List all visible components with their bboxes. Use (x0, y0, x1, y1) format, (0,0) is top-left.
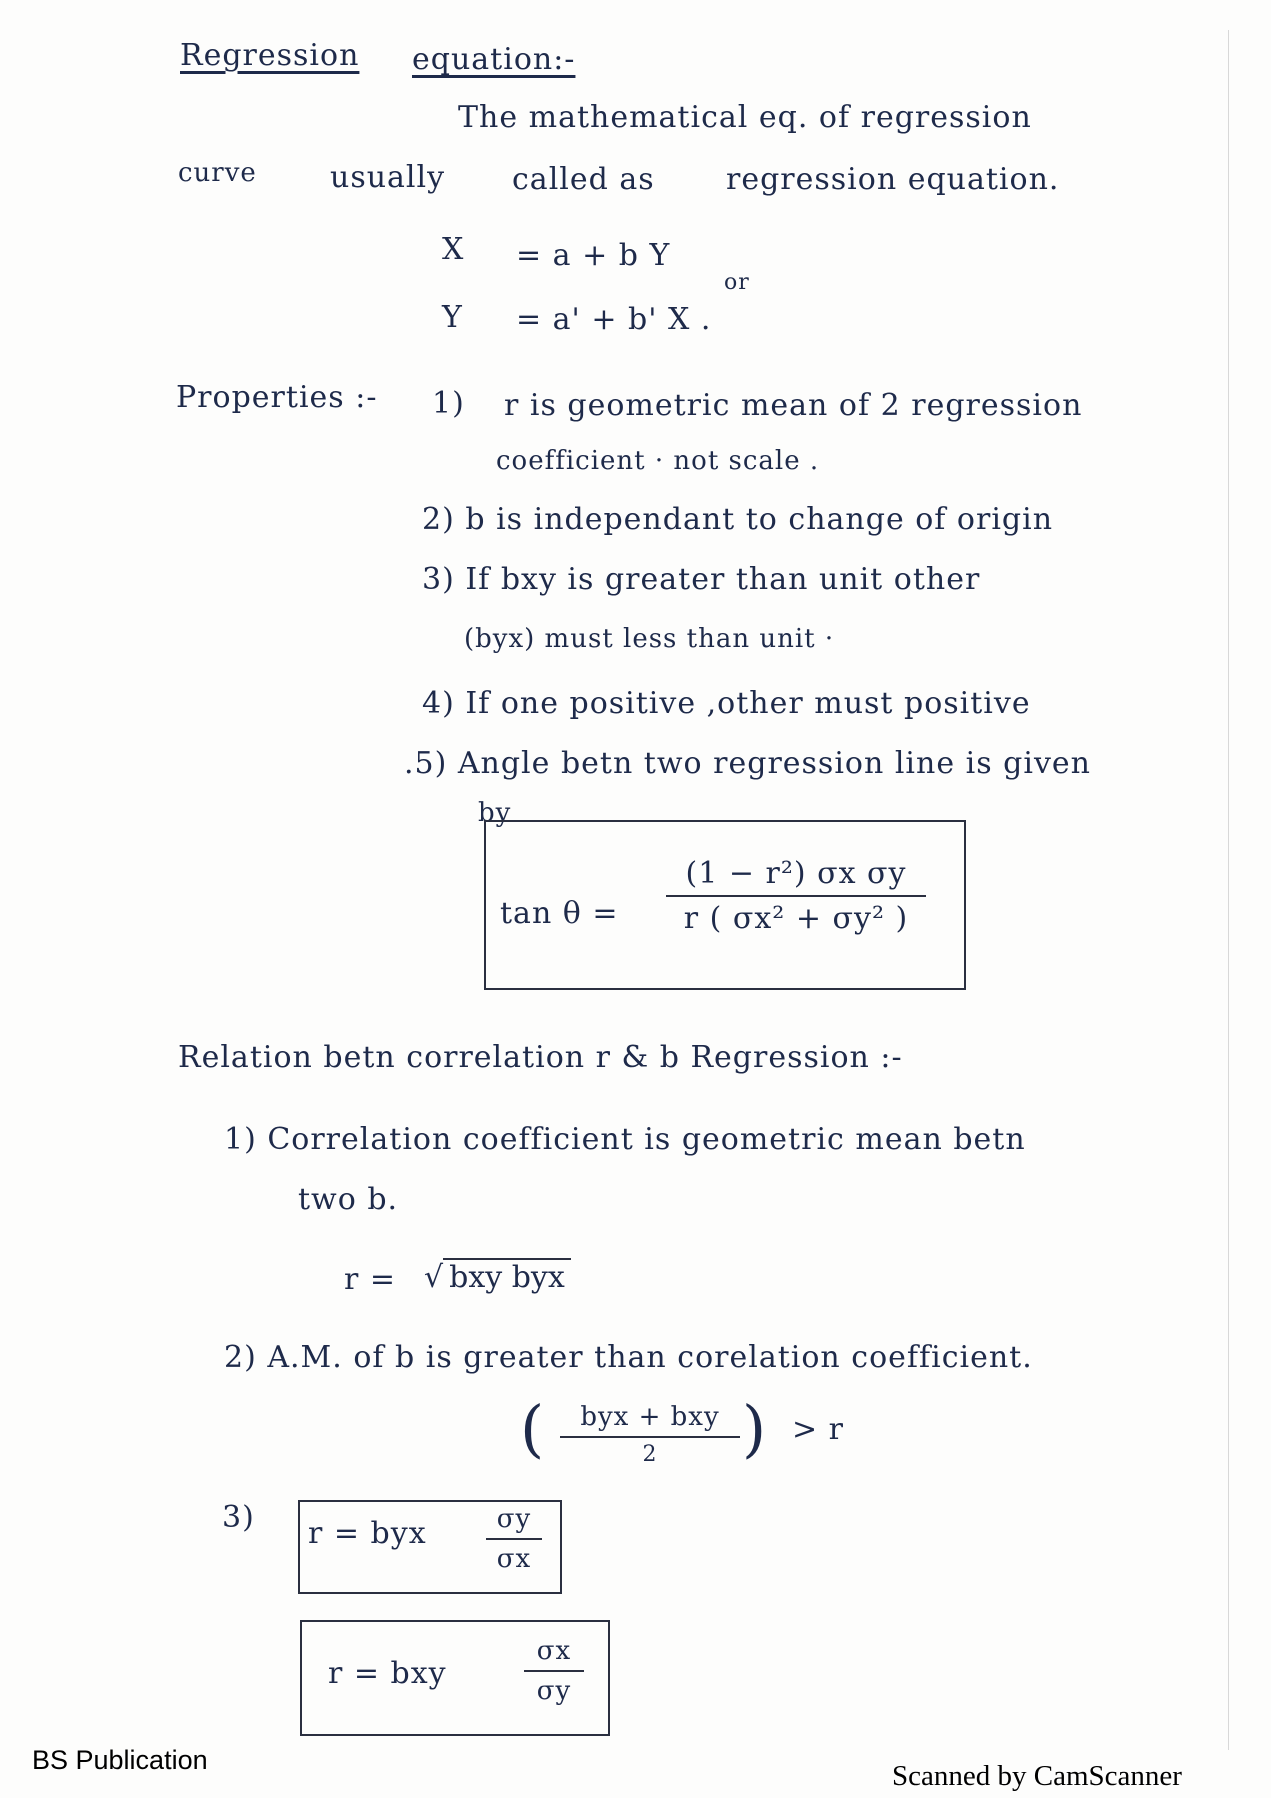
property-3-line-a: 3) If bxy is greater than unit other (422, 562, 981, 597)
property-1-line-b: coefficient · not scale . (496, 446, 820, 476)
left-paren: ( (520, 1392, 545, 1465)
relation-1-formula-lhs: r = (344, 1262, 397, 1297)
tan-theta-denominator: r ( σx² + σy² ) (683, 901, 909, 936)
intro-line-2-usually: usually (330, 160, 446, 195)
right-paren: ) (742, 1392, 767, 1465)
sigma-y-numerator: σy (496, 1504, 532, 1534)
intro-line-1: The mathematical eq. of regression (458, 100, 1032, 135)
r-bxy-box (300, 1620, 610, 1736)
relation-1-line-b: two b. (298, 1182, 399, 1217)
sqrt-formula (424, 1258, 571, 1295)
tan-theta-lhs: tan θ = (500, 896, 619, 931)
tan-theta-fraction (666, 856, 926, 936)
publisher-label: BS Publication (32, 1745, 208, 1775)
intro-line-2-curve: curve (178, 158, 257, 188)
property-3-line-b: (byx) must less than unit · (464, 624, 835, 654)
am-numerator: byx + bxy (580, 1402, 720, 1432)
eq2-lhs: Y (442, 300, 463, 335)
eq2-rhs: = a' + b' X . (516, 302, 712, 337)
fraction-bar (560, 1436, 740, 1438)
intro-line-2-called: called as (512, 162, 655, 197)
sigma-x-over-sigma-y (524, 1636, 584, 1706)
am-rhs: > r (792, 1412, 845, 1447)
eq1-rhs: = a + b Y (516, 238, 671, 273)
property-1-number: 1) (432, 386, 465, 421)
relation-3-number: 3) (222, 1500, 255, 1535)
relation-heading: Relation betn correlation r & b Regression :- (178, 1040, 903, 1075)
sigma-x-denominator: σx (496, 1544, 532, 1574)
property-1-line-a: r is geometric mean of 2 regression (504, 388, 1083, 423)
sigma-y-over-sigma-x (486, 1504, 542, 1574)
heading-equation: equation:- (412, 42, 576, 77)
eq1-lhs: X (442, 232, 465, 267)
page-edge-line (1228, 30, 1229, 1750)
property-5-line-a: .5) Angle betn two regression line is given (404, 746, 1091, 781)
intro-line-2-regression: regression equation. (726, 162, 1060, 197)
am-fraction (560, 1402, 740, 1467)
sqrt-sign: √ (424, 1260, 444, 1295)
r-byx-box (298, 1500, 562, 1594)
fraction-bar (666, 895, 926, 897)
property-2: 2) b is independant to change of origin (422, 502, 1054, 537)
relation-1-line-a: 1) Correlation coefficient is geometric mean betn (224, 1122, 1026, 1157)
relation-2: 2) A.M. of b is greater than corelation coefficient. (224, 1340, 1033, 1375)
r-byx-lhs: r = byx (308, 1516, 427, 1551)
fraction-bar (524, 1670, 584, 1672)
fraction-bar (486, 1538, 542, 1540)
r-bxy-lhs: r = bxy (328, 1656, 447, 1691)
or-label: or (724, 270, 750, 295)
sigma-x-numerator: σx (536, 1636, 572, 1666)
scanner-watermark: Scanned by CamScanner (892, 1760, 1182, 1792)
tan-theta-box (484, 820, 966, 990)
property-4: 4) If one positive ,other must positive (422, 686, 1031, 721)
am-denominator: 2 (642, 1442, 658, 1467)
sqrt-radicand: bxy byx (443, 1258, 571, 1295)
heading-regression: Regression (180, 38, 360, 73)
tan-theta-numerator: (1 − r²) σx σy (685, 856, 907, 891)
sigma-y-denominator: σy (536, 1676, 572, 1706)
property-5-line-b: by (478, 798, 512, 828)
properties-label: Properties :- (176, 380, 378, 415)
